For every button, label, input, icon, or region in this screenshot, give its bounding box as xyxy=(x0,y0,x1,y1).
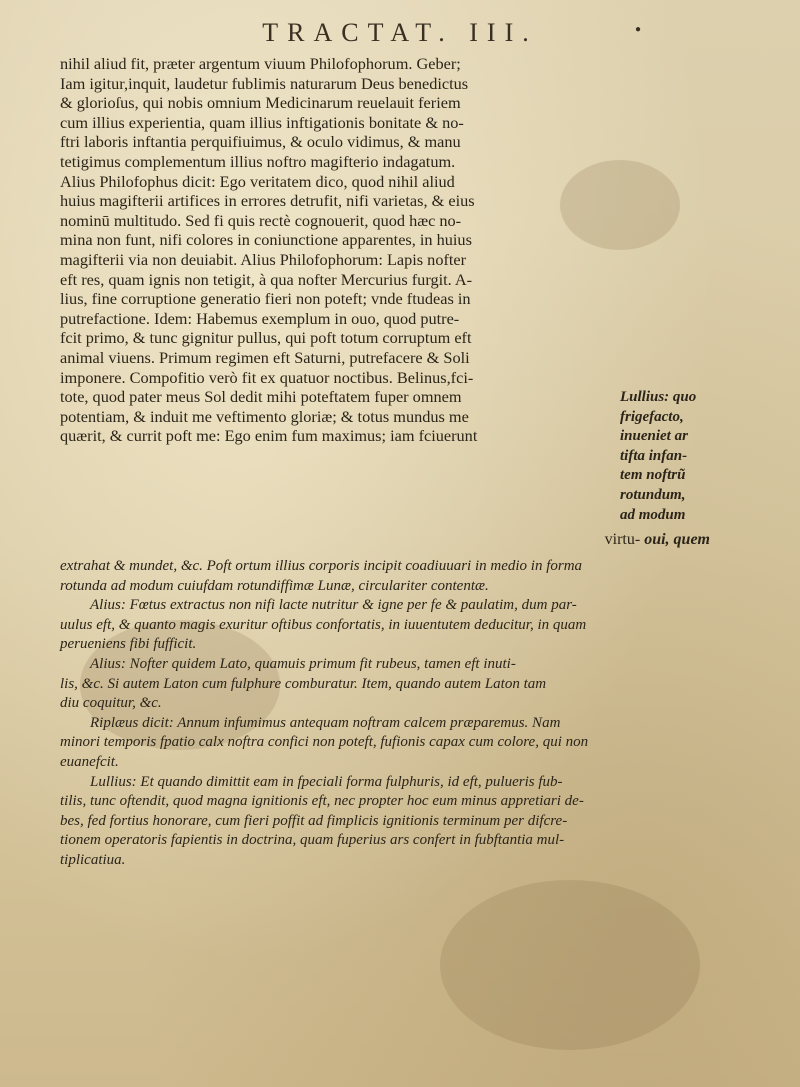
text-line: putrefactione. Idem: Habemus exemplum in ouo, quod putre- xyxy=(60,308,460,328)
margin-line: inueniet ar xyxy=(620,428,688,445)
main-text-block xyxy=(60,54,608,446)
quotation-line: extrahat & mundet, &c. Poft ortum illius corporis incipit coadiuuari in medio in forma xyxy=(60,558,583,574)
margin-line: tem noftrũ xyxy=(620,467,686,484)
margin-line: frigefacto, xyxy=(620,408,684,425)
margin-line: Lullius: quo xyxy=(620,389,697,405)
text-line: eft res, quam ignis non tetigit, à qua nofter Mercurius furgit. A- xyxy=(60,269,473,289)
quotation-line: Alius: Fœtus extractus non nifi lacte nutritur & igne per fe & paulatim, dum par- xyxy=(90,597,577,614)
quotation-line: tionem operatoris fapientis in doctrina, quam fuperius ars confert in fubftantia mul- xyxy=(60,832,565,849)
margin-line: ad modum xyxy=(620,506,686,523)
quotation-line: bes, fed fortius honorare, cum fieri poffit ad fimplicis ignitionis terminum per difcre- xyxy=(60,812,568,829)
quotation-line: tilis, tunc oftendit, quod magna ignitionis eft, nec propter hoc eum minus appretiari de- xyxy=(60,793,584,810)
line-continuation-plain: virtu- xyxy=(604,531,641,548)
running-header xyxy=(0,18,800,48)
text-line: & glorioſus, qui nobis omnium Medicinarum reuelauit feriem xyxy=(60,93,461,113)
text-line: imponere. Compofitio verò fit ex quatuor noctibus. Belinus,fci- xyxy=(60,367,474,387)
text-line: huius magifterii artifices in errores detrufit, nifi varietas, & eius xyxy=(60,191,475,211)
line-continuation-italic: oui, quem xyxy=(644,531,710,548)
line-continuation xyxy=(60,530,710,550)
text-line: ftri laboris inftantia perquifiuimus, & oculo vidimus, & manu xyxy=(60,132,461,152)
header-ornament: ● xyxy=(634,24,650,35)
quotation-paragraph xyxy=(60,556,720,595)
quotation-line: euanefcit. xyxy=(60,753,119,770)
quotation-block xyxy=(60,556,720,870)
quotation-line: lis, &c. Si autem Laton cum fulphure comburatur. Item, quando autem Laton tam xyxy=(60,675,547,692)
running-header-title: TRACTAT. III. xyxy=(262,18,538,47)
quotation-paragraph xyxy=(60,772,720,870)
quotation-line: minori temporis fpatio calx noftra confici non poteft, fufionis capax cum colore, qui non xyxy=(60,734,589,751)
text-line: nominū multitudo. Sed fi quis rectè cognouerit, quod hæc no- xyxy=(60,210,462,230)
paper-stain xyxy=(440,880,700,1050)
quotation-paragraph xyxy=(60,595,720,654)
text-line: tote, quod pater meus Sol dedit mihi poteftatem fuper omnem xyxy=(60,387,462,407)
quotation-paragraph xyxy=(60,713,720,772)
margin-line: rotundum, xyxy=(620,486,686,503)
margin-line: tifta infan- xyxy=(620,447,688,464)
quotation-paragraph xyxy=(60,654,720,713)
quotation-line: tiplicatiua. xyxy=(60,851,126,868)
text-line: quærit, & currit poft me: Ego enim fum maximus; iam fciuerunt xyxy=(60,426,478,446)
text-line: Alius Philofophus dicit: Ego veritatem dico, quod nihil aliud xyxy=(60,171,455,191)
quotation-line: perueniens fibi fufficit. xyxy=(60,636,197,653)
text-line: animal viuens. Primum regimen eft Saturni, putrefacere & Soli xyxy=(60,347,470,367)
text-line: mina non funt, nifi colores in coniunctione apparentes, in huius xyxy=(60,230,472,250)
text-line: Iam igitur,inquit, laudetur fublimis naturarum Deus benedictus xyxy=(60,73,469,93)
text-line: potentiam, & induit me veftimento gloriæ; & totus mundus me xyxy=(60,406,469,426)
quotation-line: Riplæus dicit: Annum infumimus antequam noftram calcem præparemus. Nam xyxy=(90,714,561,731)
text-line: lius, fine corruptione generatio fieri non poteft; vnde ftudeas in xyxy=(60,289,471,309)
quotation-line: Lullius: Et quando dimittit eam in fpeciali forma fulphuris, id eft, pulueris fub- xyxy=(90,773,563,790)
text-line: fcit primo, & tunc gignitur pullus, qui poft totum corruptum eft xyxy=(60,328,472,348)
quotation-line: rotunda ad modum cuiufdam rotundiffimæ Lunæ, circulariter contentæ. xyxy=(60,577,489,594)
text-line: nihil aliud fit, præter argentum viuum Philofophorum. Geber; xyxy=(60,54,461,73)
quotation-line: uulus eft, & quanto magis exuritur oftibus confortatis, in iuuentutem deducitur, in quam xyxy=(60,616,587,633)
text-line: magifterii via non deuiabit. Alius Philofophorum: Lapis nofter xyxy=(60,249,467,269)
text-line: cum illius experientia, quam illius inftigationis bonitate & no- xyxy=(60,112,464,132)
margin-note xyxy=(620,388,730,525)
quotation-line: Alius: Nofter quidem Lato, quamuis primum fit rubeus, tamen eft inuti- xyxy=(90,655,516,672)
text-line: tetigimus complementum illius noftro magifterio indagatum. xyxy=(60,151,456,171)
quotation-line: diu coquitur, &c. xyxy=(60,695,162,712)
